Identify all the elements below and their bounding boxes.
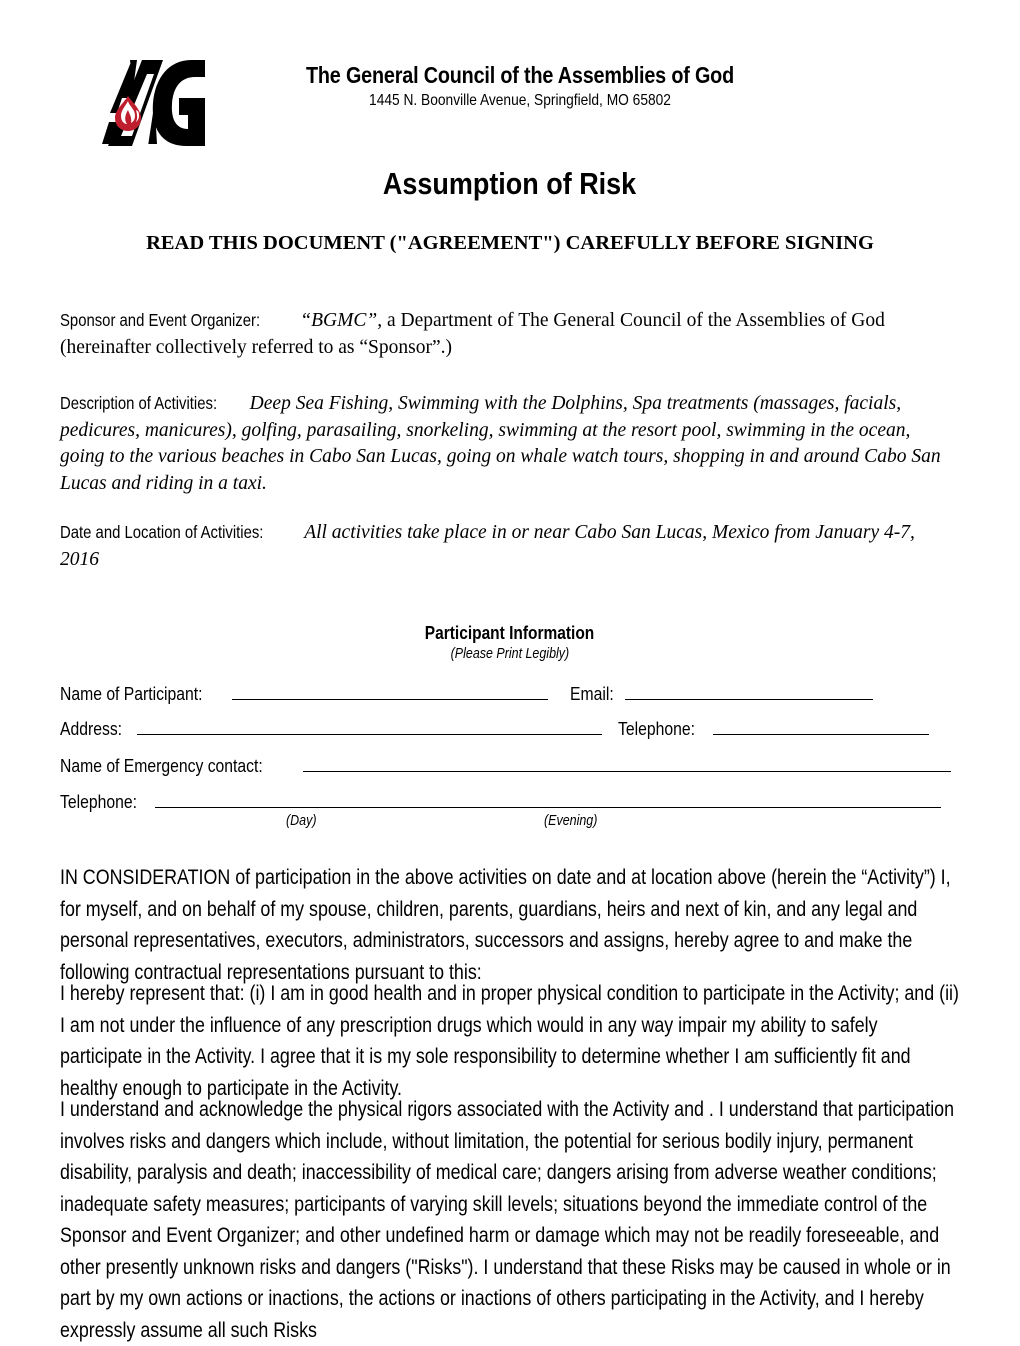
representation-paragraph-text: I hereby represent that: (i) I am in good health and in proper physical condition to participate in the Activity; and (ii) I am not under the influence of any prescription drugs which would in any way impair my ability to safely participate in the Activity. I agree that it is my sole responsibility to determine whether I am sufficiently fit and healthy enough to participate in the Activity. [60, 982, 959, 1100]
emergency-telephone-label: Telephone: [60, 791, 137, 812]
date-location-paragraph [60, 519, 955, 573]
representation-paragraph [60, 978, 960, 1104]
emergency-contact-label: Name of Emergency contact: [60, 755, 263, 776]
emergency-telephone-input[interactable] [155, 790, 941, 808]
telephone-day-note [286, 812, 321, 830]
sponsor-text: a Department of The General Council of the Assemblies of God (hereinafter collectively referred to as “Sponsor”.) [60, 310, 885, 358]
letterhead [0, 52, 1020, 148]
activities-label: Description of Activities: [60, 393, 218, 413]
document-title-text: Assumption of Risk [383, 166, 637, 201]
document-title [0, 166, 1020, 202]
document-subtitle: READ THIS DOCUMENT ("AGREEMENT") CAREFULLY BEFORE SIGNING [146, 232, 874, 254]
consideration-paragraph-text: IN CONSIDERATION of participation in the above activities on date and at location above (herein the “Activity”) I, for myself, and on behalf of my spouse, children, parents, guardians, heirs and next of kin, and any legal and personal representatives, executors, administrators, successors and assigns, hereby agree to and make the following contractual representations pursuant to this: [60, 866, 951, 984]
email-input[interactable] [625, 682, 873, 700]
sponsor-org-name: “BGMC”, [300, 310, 383, 331]
telephone-label: Telephone: [618, 718, 695, 739]
risks-paragraph [60, 1094, 960, 1346]
organization-block [230, 62, 810, 111]
sponsor-label: Sponsor and Event Organizer: [60, 310, 261, 330]
participant-information-subheading [0, 645, 1020, 663]
name-of-participant-label: Name of Participant: [60, 683, 203, 704]
telephone-evening-note-text: (Evening) [544, 813, 598, 829]
activities-paragraph [60, 390, 955, 497]
logo-letter-g [153, 60, 205, 146]
date-location-text: All activities take place in or near Cabo San Lucas, Mexico from January 4-7, 2016 [60, 522, 915, 570]
date-location-label: Date and Location of Activities: [60, 522, 264, 542]
form-row-emergency-contact [60, 753, 965, 783]
participant-information-heading-text: Participant Information [425, 623, 595, 643]
risks-paragraph-text: I understand and acknowledge the physical rigors associated with the Activity and . I understand that participation involves risks and dangers which include, without limitation, the potential for serious bodily injury, permanent disability, paralysis and death; inaccessibility of medical care; dangers arising from adverse weather conditions; inadequate safety measures; participants of varying skill levels; situations beyond the immediate control of the Sponsor and Event Organizer; and other undefined harm or damage which may not be readily foreseeable, and other presently unknown risks and dangers ("Risks"). I understand that these Risks may be caused in whole or in part by my own actions or inactions, the actions or inactions of others participating in the Activity, and I hereby expressly assume all such Risks [60, 1098, 955, 1342]
activities-text: Deep Sea Fishing, Swimming with the Dolphins, Spa treatments (massages, facials, pedicures, manicures), golfing, parasailing, snorkeling, swimming at the resort pool, swimming in the ocean, going to the various beaches in Cabo San Lucas, going on whale watch tours, shopping in and around Cabo San Lucas and riding in a taxi. [60, 393, 941, 494]
organization-name: The General Council of the Assemblies of God [305, 62, 735, 88]
telephone-evening-note [544, 812, 606, 830]
participant-information-subheading-text: (Please Print Legibly) [450, 646, 570, 662]
telephone-input[interactable] [713, 717, 929, 735]
address-input[interactable] [137, 717, 602, 735]
form-row-name-email [60, 681, 965, 711]
emergency-contact-input[interactable] [303, 754, 951, 772]
ag-logo-svg [101, 60, 205, 146]
form-row-emergency-telephone [60, 789, 965, 819]
email-label: Email: [569, 683, 614, 704]
name-of-participant-input[interactable] [232, 682, 548, 700]
form-row-address-telephone [60, 716, 965, 746]
telephone-day-note-text: (Day) [286, 813, 317, 829]
address-label: Address: [60, 718, 123, 739]
participant-information-heading [0, 622, 1020, 644]
consideration-paragraph [60, 862, 960, 988]
organization-address: 1445 N. Boonville Avenue, Springfield, MO 65802 [369, 92, 671, 109]
sponsor-paragraph [60, 307, 950, 361]
ag-logo [101, 60, 205, 146]
